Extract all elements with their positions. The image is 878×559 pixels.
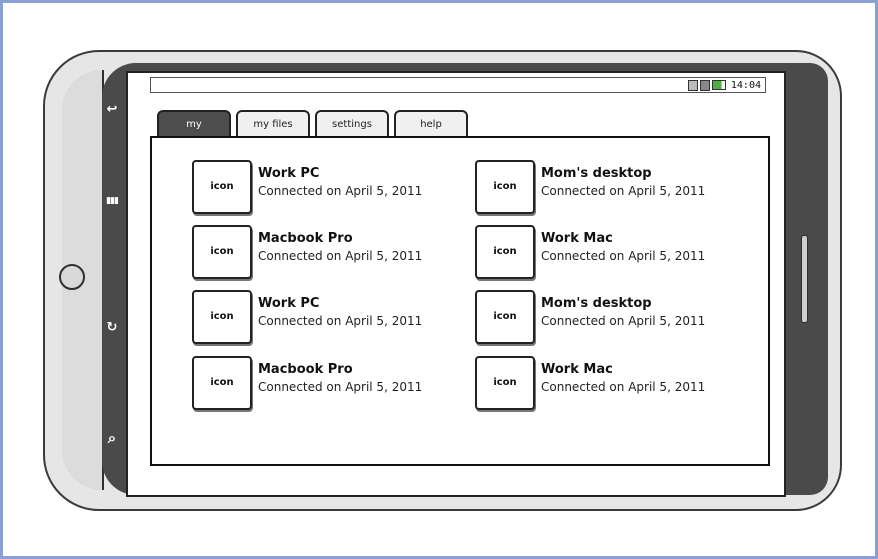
computer-item[interactable] (475, 160, 715, 214)
computer-name: Work PC (258, 166, 320, 181)
status-icons (688, 79, 761, 91)
tab-bar (157, 110, 468, 137)
tab-help[interactable]: help (394, 110, 468, 136)
computer-item[interactable] (475, 356, 715, 410)
computer-item[interactable] (475, 290, 715, 344)
computer-status: Connected on April 5, 2011 (258, 314, 423, 328)
computer-name: Mom's desktop (541, 166, 652, 181)
rotate-icon[interactable]: ↻ (106, 320, 118, 335)
computer-icon: icon (192, 160, 252, 214)
tab-my-files[interactable]: my files (236, 110, 310, 136)
home-hardware-button[interactable] (59, 264, 85, 290)
computer-name: Work Mac (541, 231, 613, 246)
computer-status: Connected on April 5, 2011 (541, 380, 706, 394)
computer-icon: icon (475, 225, 535, 279)
signal-strength-icon (700, 80, 710, 91)
signal-icon: ▮▮▮ (106, 196, 118, 206)
status-clock: 14:04 (730, 79, 761, 91)
computer-icon: icon (475, 290, 535, 344)
computer-item[interactable] (192, 225, 432, 279)
computer-icon: icon (475, 356, 535, 410)
computer-status: Connected on April 5, 2011 (258, 249, 423, 263)
screen-icon (688, 80, 698, 91)
status-bar (150, 77, 766, 93)
computer-icon: icon (192, 225, 252, 279)
computer-status: Connected on April 5, 2011 (258, 380, 423, 394)
computer-icon: icon (475, 160, 535, 214)
computer-name: Work PC (258, 296, 320, 311)
computer-icon: icon (192, 356, 252, 410)
search-icon[interactable]: ⌕ (107, 429, 117, 447)
computer-item[interactable] (192, 356, 432, 410)
tab-settings[interactable]: settings (315, 110, 389, 136)
computer-item[interactable] (192, 160, 432, 214)
computer-item[interactable] (475, 225, 715, 279)
computer-name: Mom's desktop (541, 296, 652, 311)
computer-name: Macbook Pro (258, 231, 353, 246)
computer-icon: icon (192, 290, 252, 344)
battery-icon (712, 80, 726, 90)
side-slot (801, 235, 808, 323)
computer-item[interactable] (192, 290, 432, 344)
computer-name: Work Mac (541, 362, 613, 377)
computer-status: Connected on April 5, 2011 (541, 314, 706, 328)
computer-status: Connected on April 5, 2011 (258, 184, 423, 198)
computer-name: Macbook Pro (258, 362, 353, 377)
tab-my-computers[interactable]: my (157, 110, 231, 136)
back-icon[interactable]: ↩ (106, 102, 118, 117)
computer-status: Connected on April 5, 2011 (541, 184, 706, 198)
computer-status: Connected on April 5, 2011 (541, 249, 706, 263)
